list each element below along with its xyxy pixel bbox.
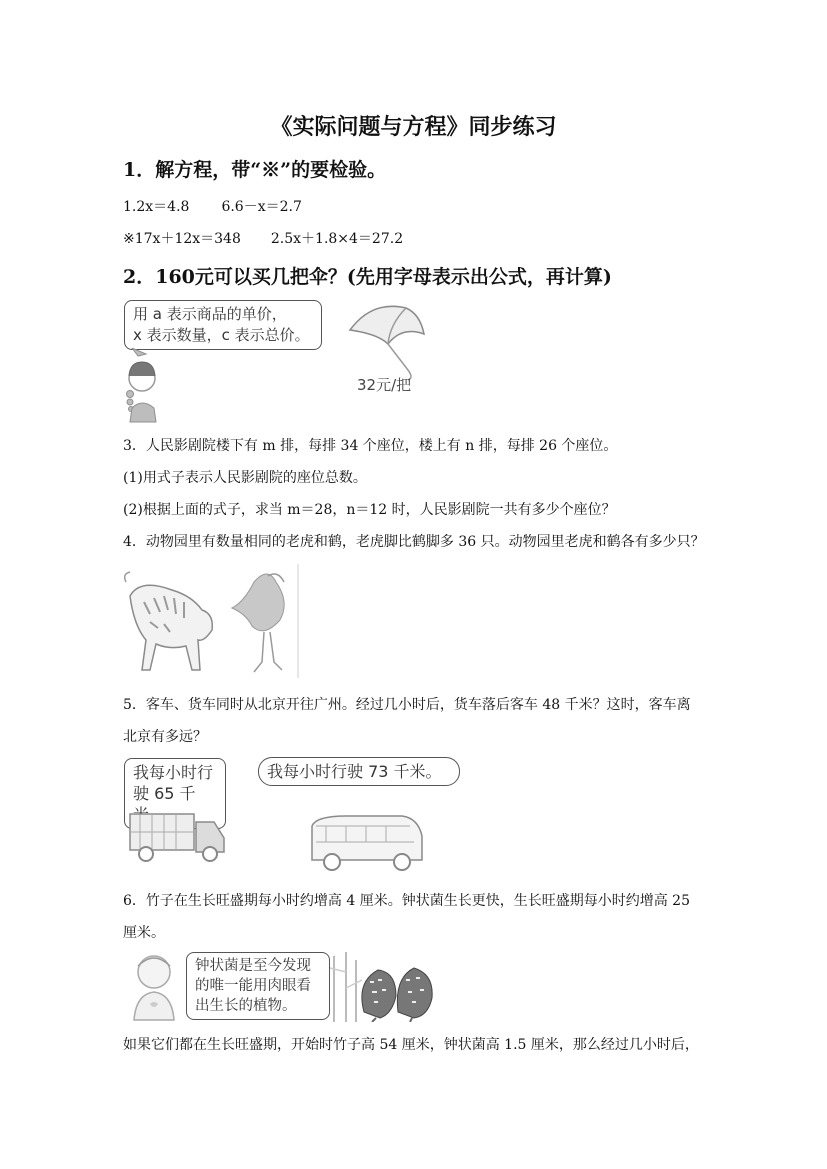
q1-equation-c: ※17x＋12x＝348 — [123, 231, 241, 247]
page-title: 《实际问题与方程》同步练习 — [270, 114, 557, 140]
q3-line-3: (2)根据上面的式子，求当 m＝28，n＝12 时，人民影剧院一共有多少个座位？ — [123, 502, 616, 518]
q1-equation-a: 1.2x＝4.8 — [123, 199, 190, 215]
q1-heading: 1．解方程，带“※”的要检验。 — [123, 159, 387, 181]
q6-line-1: 6．竹子在生长旺盛期每小时约增高 4 厘米。钟状菌生长更快，生长旺盛期每小时约增高 25 — [123, 893, 690, 909]
q4-line-1: 4．动物园里有数量相同的老虎和鹤，老虎脚比鹤脚多 36 只。动物园里老虎和鹤各有多少只？ — [123, 534, 705, 550]
q6-bubble-line-1: 钟状菌是至今发现 — [195, 958, 311, 974]
crane-icon — [224, 562, 304, 678]
q5-line-2: 北京有多远？ — [123, 729, 207, 745]
truck-bubble-line-1: 我每小时行 — [133, 763, 214, 782]
q2-bubble-line-2: x 表示数量，c 表示总价。 — [133, 326, 310, 344]
bus-speech-bubble — [258, 757, 460, 786]
bamboo-mushroom-icon — [326, 952, 446, 1022]
boy-illustration-icon — [124, 950, 186, 1022]
q1-equation-row-1 — [123, 196, 302, 216]
bus-icon — [306, 812, 430, 874]
q3-line-2: (1)用式子表示人民影剧院的座位总数。 — [123, 470, 367, 486]
q5-line-1: 5．客车、货车同时从北京开往广州。经过几小时后，货车落后客车 48 千米？这时，客车离 — [123, 697, 691, 713]
q1-equation-row-2 — [123, 228, 403, 248]
q6-bubble-line-3: 出生长的植物。 — [195, 998, 297, 1014]
q3-line-1: 3．人民影剧院楼下有 m 排，每排 34 个座位，楼上有 n 排，每排 26 个座位。 — [123, 438, 618, 454]
tiger-icon — [120, 566, 220, 676]
umbrella-price-label: 32元/把 — [357, 376, 412, 394]
bus-bubble-text: 我每小时行驶 73 千米。 — [267, 762, 442, 781]
q6-speech-bubble — [186, 952, 330, 1020]
girl-illustration-icon — [118, 348, 168, 424]
q1-equation-d: 2.5x＋1.8×4＝27.2 — [270, 231, 404, 247]
umbrella-icon — [342, 304, 442, 384]
truck-bubble-line-2: 驶 65 千 — [133, 784, 196, 803]
q2-bubble-line-1: 用 a 表示商品的单价， — [133, 305, 287, 323]
q2-heading: 2．160元可以买几把伞？(先用字母表示出公式，再计算) — [123, 266, 612, 288]
q1-equation-b: 6.6－x＝2.7 — [221, 199, 302, 215]
truck-icon — [126, 808, 230, 866]
q6-line-3: 如果它们都在生长旺盛期，开始时竹子高 54 厘米，钟状菌高 1.5 厘米，那么经过几小时后， — [123, 1037, 699, 1053]
q2-speech-bubble — [124, 300, 322, 350]
q6-bubble-line-2: 的唯一能用肉眼看 — [195, 978, 311, 994]
q6-line-2: 厘米。 — [123, 925, 165, 941]
